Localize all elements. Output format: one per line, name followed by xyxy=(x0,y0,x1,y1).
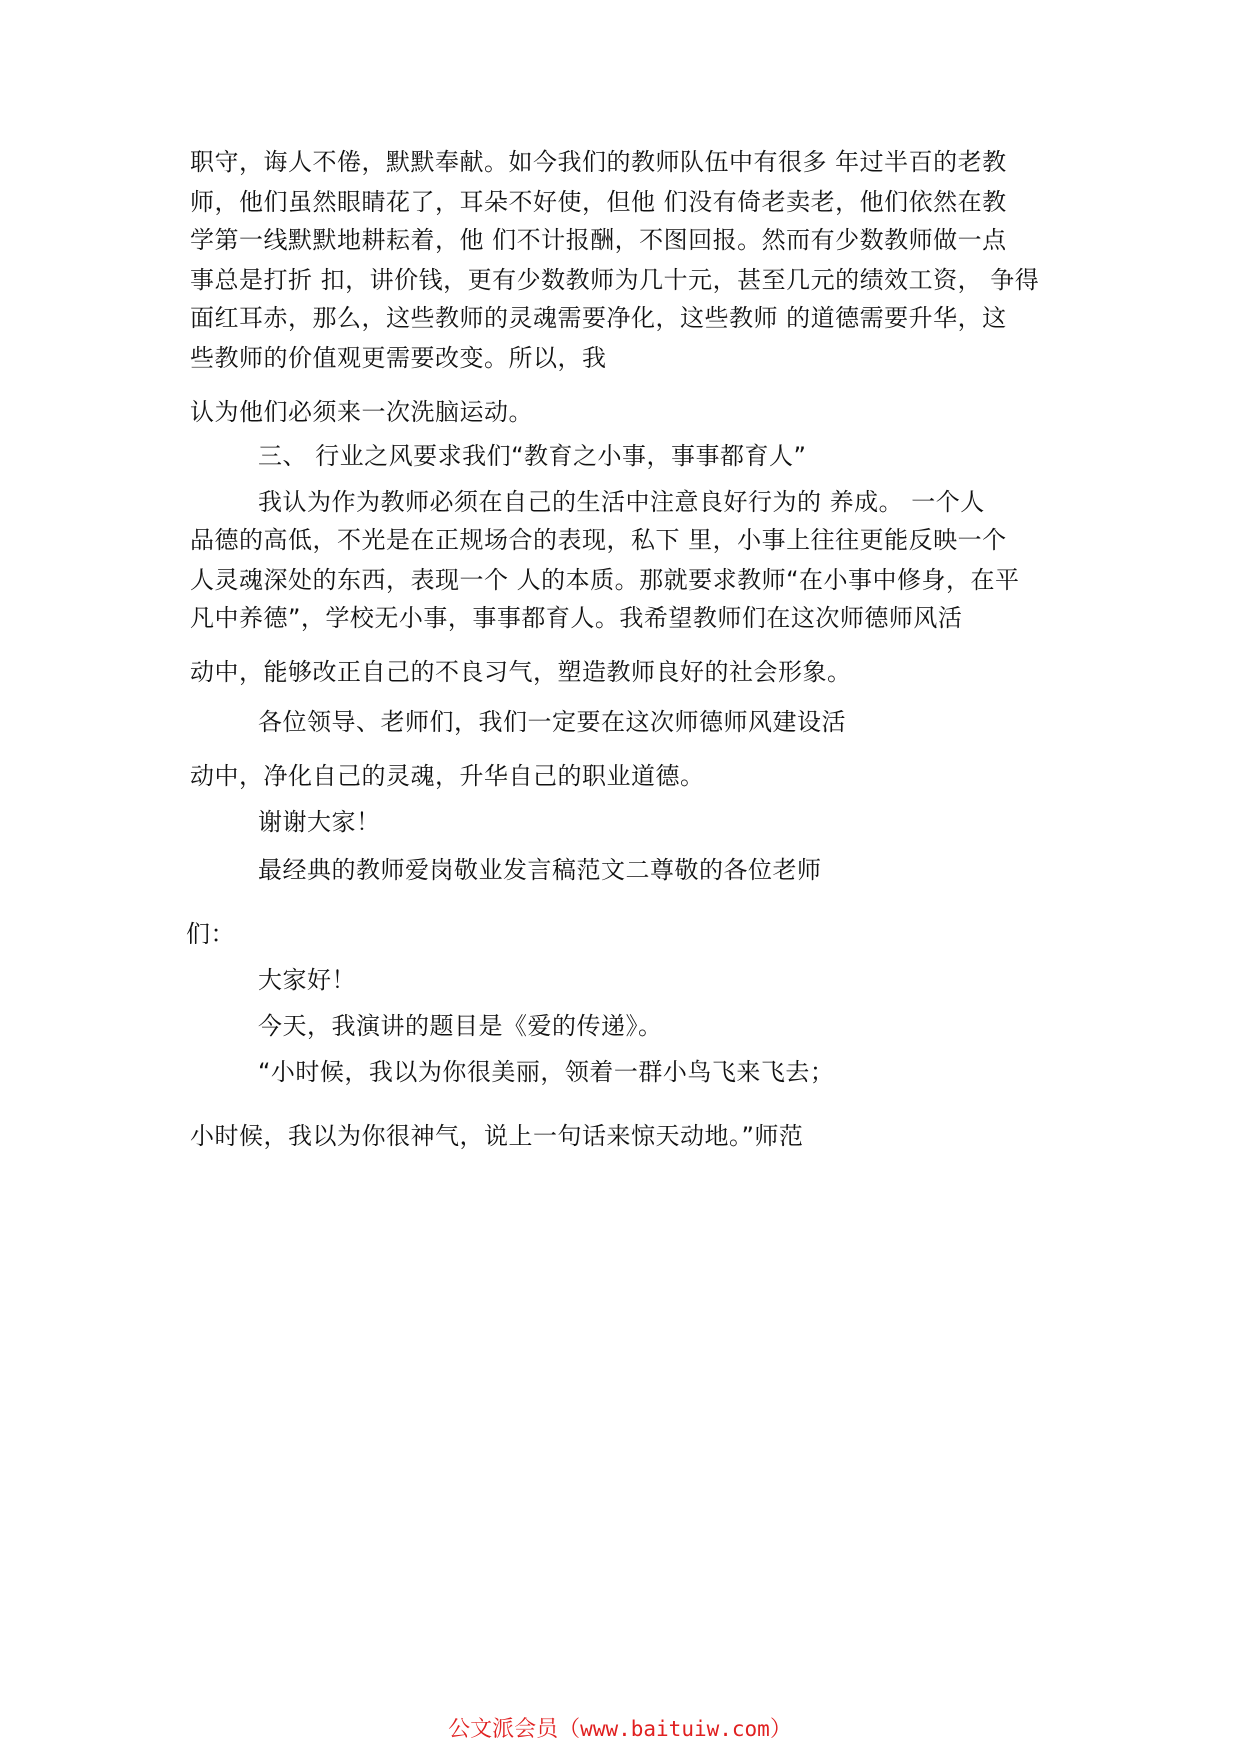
body-line: 大家好！ xyxy=(258,966,356,994)
body-line: 动中，能够改正自己的不良习气，塑造教师良好的社会形象。 xyxy=(190,658,852,686)
body-line: 师，他们虽然眼睛花了，耳朵不好使，但他 们没有倚老卖老，他们依然在教 xyxy=(190,188,1007,216)
body-line: “小时候，我以为你很美丽，领着一群小鸟飞来飞去； xyxy=(258,1058,835,1086)
body-line: 学第一线默默地耕耘着，他 们不计报酬，不图回报。然而有少数教师做一点 xyxy=(190,226,1007,254)
body-line: 事总是打折 扣，讲价钱，更有少数教师为几十元，甚至几元的绩效工资， 争得 xyxy=(190,266,1040,294)
body-line: 今天，我演讲的题目是《爱的传递》。 xyxy=(258,1012,663,1040)
body-line: 面红耳赤，那么，这些教师的灵魂需要净化，这些教师 的道德需要升华，这 xyxy=(190,304,1007,332)
body-line: 谢谢大家！ xyxy=(258,808,381,836)
section-heading: 三、 行业之风要求我们“教育之小事，事事都育人” xyxy=(258,442,807,470)
body-line: 凡中养德”，学校无小事，事事都育人。我希望教师们在这次师德师风活 xyxy=(190,604,963,632)
body-line: 小时候，我以为你很神气，说上一句话来惊天动地。”师范 xyxy=(190,1122,804,1150)
body-line: 认为他们必须来一次洗脑运动。 xyxy=(190,398,533,426)
body-line: 品德的高低，不光是在正规场合的表现，私下 里，小事上往往更能反映一个 xyxy=(190,526,1007,554)
body-line: 职守，诲人不倦，默默奉献。如今我们的教师队伍中有很多 年过半百的老教 xyxy=(190,148,1007,176)
footer-brand: 公文派会员（ xyxy=(448,1717,581,1742)
body-line: 些教师的价值观更需要改变。所以，我 xyxy=(190,344,607,372)
footer-watermark xyxy=(0,1712,1240,1743)
body-line: 动中，净化自己的灵魂，升华自己的职业道德。 xyxy=(190,762,705,790)
body-line: 最经典的教师爱岗敬业发言稿范文二尊敬的各位老师 xyxy=(258,856,822,884)
body-line: 人灵魂深处的东西，表现一个 人的本质。那就要求教师“在小事中修身，在平 xyxy=(190,566,1020,594)
footer-close: ） xyxy=(769,1717,792,1742)
body-line: 们： xyxy=(186,920,235,948)
footer-url: www.baituiw.com xyxy=(580,1717,770,1741)
body-line: 各位领导、老师们，我们一定要在这次师德师风建设活 xyxy=(258,708,846,736)
body-line: 我认为作为教师必须在自己的生活中注意良好行为的 养成。 一个人 xyxy=(258,488,985,516)
